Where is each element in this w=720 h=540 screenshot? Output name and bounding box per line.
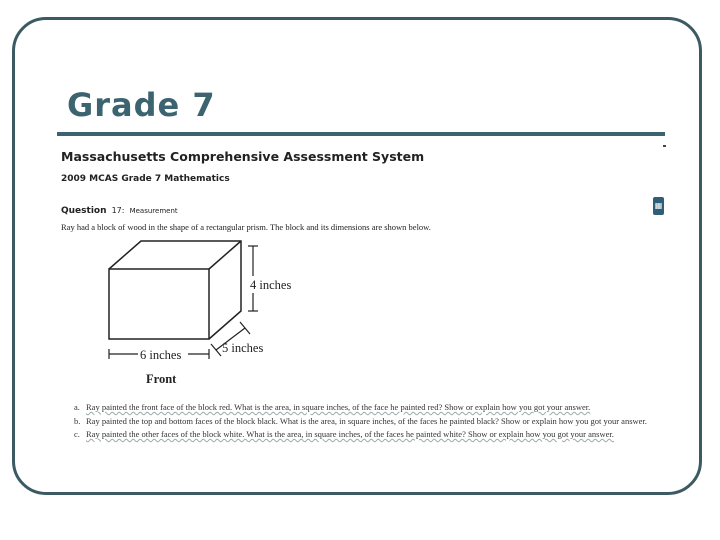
question-line [61, 198, 178, 217]
question-topic: Measurement [129, 207, 178, 215]
question-parts [74, 402, 664, 443]
question-part [74, 402, 664, 413]
part-letter: b. [74, 415, 81, 426]
document-header: Massachusetts Comprehensive Assessment System [61, 149, 425, 164]
prism-figure [100, 238, 320, 393]
prism-top-edge [209, 241, 241, 269]
question-part [74, 429, 664, 440]
question-part [74, 416, 664, 427]
question-label: Question [61, 206, 107, 216]
calculator-icon[interactable]: ▦ [653, 197, 664, 215]
question-number: 17: [111, 206, 125, 215]
part-text: Ray painted the top and bottom faces of the block black. What is the area, in square inches, of the faces he painted black? Show or explain how you got your answer. [86, 415, 647, 426]
part-letter: c. [74, 429, 80, 439]
slide-title: Grade 7 [67, 86, 216, 124]
depth-label: 5 inches [222, 341, 264, 355]
width-label: 6 inches [140, 348, 182, 362]
title-divider [57, 132, 665, 136]
front-label: Front [146, 372, 177, 386]
corner-mark [663, 145, 666, 147]
prism-back-edges [109, 241, 241, 339]
part-letter: a. [74, 402, 80, 412]
part-text: Ray painted the other faces of the block white. What is the area, in square inches, of the faces he painted white? Show or explain how you got your answer. [86, 429, 614, 439]
document-subheader: 2009 MCAS Grade 7 Mathematics [61, 174, 230, 184]
part-text: Ray painted the front face of the block red. What is the area, in square inches, of the face he painted red? Show or explain how you got your answer. [86, 402, 591, 412]
question-prompt: Ray had a block of wood in the shape of a rectangular prism. The block and its dimensions are shown below. [61, 222, 431, 232]
prism-front-face [109, 269, 209, 339]
height-label: 4 inches [250, 278, 292, 292]
